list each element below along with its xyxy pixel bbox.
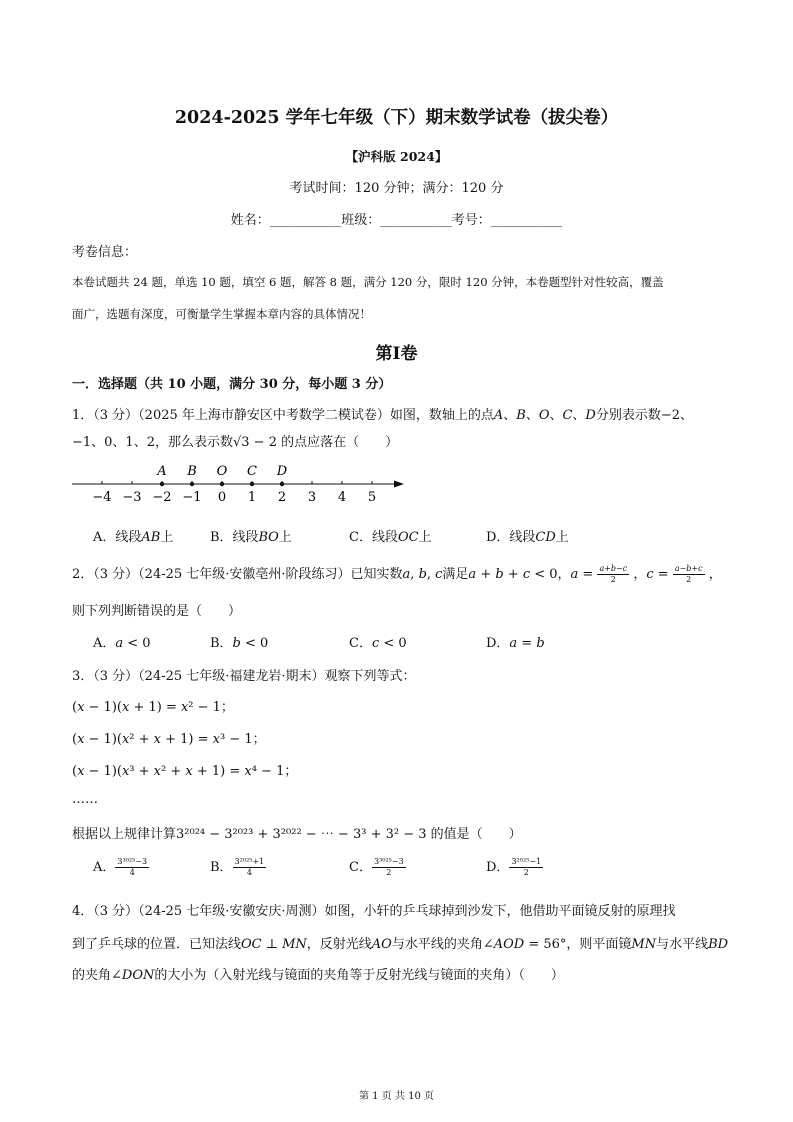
q2-fraction-a-denominator: 2 — [610, 575, 616, 584]
q3-line-5: 根据以上规律计算3²⁰²⁴ − 3²⁰²³ + 3²⁰²² − ⋯ − 3³ + 3² − 3 的值是（ ） — [72, 827, 522, 842]
number-line-point-o — [220, 482, 224, 486]
number-line-point-label-b: B — [187, 464, 197, 479]
q2-option-b[interactable]: B．𝑏 < 0 — [210, 636, 269, 651]
number-line-tick-label: 1 — [247, 490, 257, 505]
q3-option-d[interactable] — [486, 856, 543, 878]
q3-option-d-numerator: 3²⁰²⁵−1 — [511, 857, 542, 866]
q2-line-1 — [72, 563, 722, 585]
q2-option-a[interactable]: A．𝑎 < 0 — [93, 636, 151, 651]
number-line-point-a — [160, 482, 164, 486]
edition-label: 【沪科版 2024】 — [345, 149, 448, 164]
number-line-tick-label: −1 — [182, 490, 202, 505]
q3-option-d-label: D． — [486, 860, 510, 875]
q3-option-b[interactable] — [210, 856, 266, 878]
number-line-point-label-c: C — [247, 464, 257, 479]
q2-option-c[interactable]: C．𝑐 < 0 — [349, 636, 407, 651]
q3-option-a-denominator: 4 — [129, 868, 135, 877]
q3-option-d-fraction — [509, 857, 543, 878]
exam-info-line-1: 本卷试题共 24 题，单选 10 题，填空 6 题，解答 8 题，满分 120 分，限时 120 分钟，本卷题型针对性较高，覆盖 — [72, 275, 664, 289]
q2-line-2: 则下列判断错误的是（ ） — [72, 604, 242, 619]
number-line-arrow — [394, 481, 404, 488]
exam-info-label: 考卷信息： — [72, 245, 138, 260]
q2-line-1-text: 2．（3 分）（24-25 七年级·安徽亳州·阶段练习）已知实数𝑎, 𝑏, 𝑐满足𝑎 + 𝑏 + 𝑐 < 0，𝑎 = — [72, 567, 594, 582]
q1-option-b[interactable]: B．线段𝐵𝑂上 — [210, 530, 292, 545]
q3-option-c-denominator: 2 — [386, 868, 392, 877]
q3-option-c-numerator: 3³⁰²⁵−3 — [373, 857, 404, 866]
q3-option-a-numerator: 3³⁰²⁵−3 — [117, 857, 148, 866]
number-line-point-b — [190, 482, 194, 486]
number-line-point-c — [250, 482, 254, 486]
q4-line-3: 的夹角∠𝐷𝑂𝑁的大小为（入射光线与镜面的夹角等于反射光线与镜面的夹角）（ ） — [72, 968, 564, 983]
exam-time: 考试时间：120 分钟；满分：120 分 — [289, 181, 504, 196]
q3-equation-3: (𝑥 − 1)(𝑥³ + 𝑥² + 𝑥 + 1) = 𝑥⁴ − 1； — [72, 764, 298, 779]
q2-fraction-c-denominator: 2 — [686, 575, 692, 584]
student-info-line: 姓名：___________班级：___________考号：___________ — [230, 213, 563, 228]
number-line-tick-label: 4 — [337, 490, 347, 505]
number-line-tick-label: −2 — [152, 490, 172, 505]
number-line-point-label-a: A — [157, 464, 167, 479]
q3-equation-1: (𝑥 − 1)(𝑥 + 1) = 𝑥² − 1； — [72, 700, 234, 715]
q3-option-c[interactable] — [349, 856, 406, 878]
page-number-footer: 第 1 页 共 10 页 — [359, 1091, 434, 1102]
q3-equation-2: (𝑥 − 1)(𝑥² + 𝑥 + 1) = 𝑥³ − 1； — [72, 732, 266, 747]
q2-fraction-a — [597, 564, 629, 585]
volume-title: 第Ⅰ卷 — [375, 344, 418, 364]
q1-option-a[interactable]: A．线段𝐴𝐵上 — [93, 530, 174, 545]
number-line-tick-label: 5 — [367, 490, 377, 505]
q1-line-2: −1、0、1、2，那么表示数√3 − 2 的点应落在（ ） — [72, 435, 399, 450]
q2-end-punct: ， — [708, 567, 722, 582]
q2-separator: ，𝑐 = — [633, 567, 669, 582]
number-line-tick-label: −3 — [122, 490, 142, 505]
exam-title: 2024-2025 学年七年级（下）期末数学试卷（拔尖卷） — [174, 108, 619, 128]
q1-option-c[interactable]: C．线段𝑂𝐶上 — [349, 530, 432, 545]
number-line-point-label-d: D — [276, 464, 288, 479]
q2-fraction-a-numerator: 𝑎+𝑏−𝑐 — [599, 564, 628, 573]
q3-option-b-label: B． — [210, 860, 233, 875]
number-line-tick-label: 2 — [277, 490, 287, 505]
number-line-tick-label: 3 — [307, 490, 317, 505]
q3-option-b-fraction — [233, 857, 267, 878]
q2-fraction-c — [673, 564, 705, 585]
number-line-point-label-o: O — [216, 464, 228, 479]
number-line-figure — [66, 458, 411, 506]
q4-line-1: 4．（3 分）（24-25 七年级·安徽安庆·周测）如图，小轩的乒乓球掉到沙发下，他借助平面镜反射的原理找 — [72, 904, 676, 919]
q2-fraction-c-numerator: 𝑎−𝑏+𝑐 — [674, 564, 703, 573]
q3-option-a[interactable] — [93, 856, 149, 878]
q4-line-2: 到了乒乓球的位置．已知法线𝑂𝐶 ⊥ 𝑀𝑁，反射光线𝐴𝑂与水平线的夹角∠𝐴𝑂𝐷 = 56°，则平面镜𝑀𝑁与水平线𝐵𝐷 — [72, 937, 729, 952]
q3-option-b-numerator: 3²⁰²⁵+1 — [234, 857, 265, 866]
q3-option-b-denominator: 4 — [246, 868, 252, 877]
exam-info-line-2: 面广，选题有深度，可衡量学生掌握本章内容的具体情况！ — [72, 307, 371, 321]
number-line-tick-label: −4 — [92, 490, 112, 505]
q3-option-a-fraction — [115, 857, 149, 878]
q3-ellipsis: …… — [72, 792, 98, 807]
q3-option-a-label: A． — [93, 860, 116, 875]
number-line-point-d — [280, 482, 284, 486]
q3-option-c-label: C． — [349, 860, 372, 875]
q3-option-c-fraction — [372, 857, 406, 878]
section-heading: 一．选择题（共 10 小题，满分 30 分，每小题 3 分） — [72, 377, 392, 392]
q3-line-1: 3．（3 分）（24-25 七年级·福建龙岩·期末）观察下列等式： — [72, 669, 416, 684]
q1-option-d[interactable]: D．线段𝐶𝐷上 — [486, 530, 569, 545]
q1-line-1: 1．（3 分）（2025 年上海市静安区中考数学二模试卷）如图，数轴上的点𝐴、𝐵、𝑂、𝐶、𝐷分别表示数−2、 — [72, 408, 694, 423]
q2-option-d[interactable]: D．𝑎 = 𝑏 — [486, 636, 545, 651]
number-line-tick-label: 0 — [217, 490, 227, 505]
q3-option-d-denominator: 2 — [523, 868, 529, 877]
